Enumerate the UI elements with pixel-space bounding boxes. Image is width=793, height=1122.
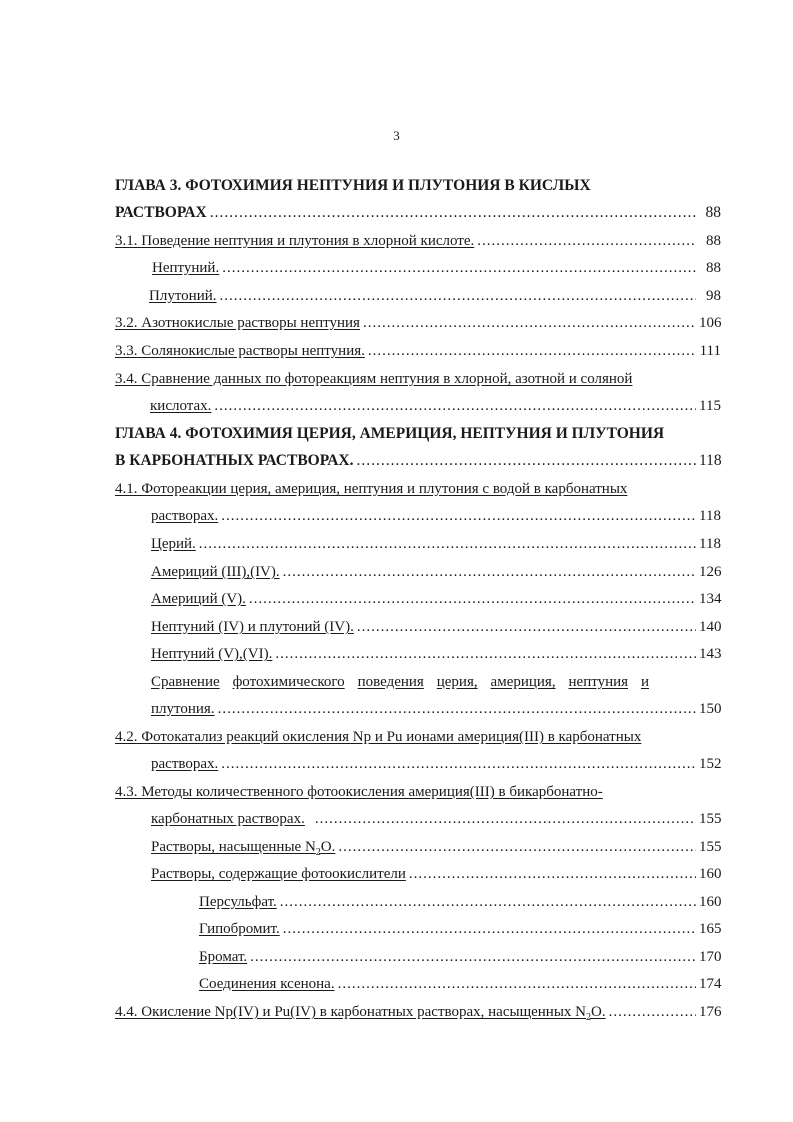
toc-page-number: 155 [699,811,722,827]
toc-section-3-4-line2[interactable] [0,394,793,418]
toc-section-4-2-link-cont[interactable]: растворах. [151,756,219,772]
toc-subsection-link[interactable]: Растворы, насыщенные $N_2O$. [151,839,336,858]
toc-subsection-link[interactable]: Нептуний (IV) и плутоний (IV). [151,619,354,635]
toc-page-number: 126 [699,564,722,580]
toc-section-4-1-link[interactable]: 4.1. Фотореакции церия, америция, нептуния и плутония с водой в карбонатных [115,481,628,497]
toc-chapter-4-title-line1: ГЛАВА 4. ФОТОХИМИЯ ЦЕРИЯ, АМЕРИЦИЯ, НЕПТУНИЯ И ПЛУТОНИЯ [115,425,665,442]
toc-subsection-link[interactable]: Растворы, содержащие фотоокислители [151,866,406,882]
toc-subsection-link[interactable]: Америций (III),(IV). [151,564,280,580]
page-number: 3 [393,128,400,143]
toc-section-3-1[interactable] [0,229,793,253]
toc-item-link[interactable]: Гипобромит. [199,921,280,937]
toc-page-number: 88 [705,204,721,221]
toc-page-number: 155 [699,839,722,855]
toc-page-number: 165 [699,921,722,937]
toc-page-number: 98 [706,288,721,304]
toc-page-number: 174 [699,976,722,992]
toc-section-4-2-line2[interactable] [0,752,793,776]
toc-chapter-4 [0,422,793,446]
toc-section-4-1[interactable] [0,477,793,501]
toc-subsection-comparison-line1[interactable]: Сравнение фотохимического поведения церия, америция, нептуния и [151,674,649,690]
toc-page-number: 150 [699,701,722,717]
toc-subsection-link[interactable]: Плутоний. [149,288,217,304]
toc-section-4-4-link[interactable]: 4.4. Окисление Np(IV) и Pu(IV) в карбонатных растворах, насыщенных $N_2O$. [115,1004,606,1023]
toc-section-4-3-link[interactable]: 4.3. Методы количественного фотоокисления америция(III) в бикарбонатно- [115,784,603,800]
toc-subsection-photooxidizers[interactable] [0,862,793,886]
toc-section-4-3-line2[interactable] [0,807,793,831]
toc-item-persulfate[interactable] [0,890,793,914]
toc-page-number: 88 [706,233,721,249]
toc-section-4-3[interactable] [0,780,793,804]
toc-page-number: 115 [699,398,721,414]
toc-page-number: 152 [699,756,722,772]
toc-section-3-1-link[interactable]: 3.1. Поведение нептуния и плутония в хлорной кислоте. [115,233,475,249]
toc-section-3-3-link[interactable]: 3.3. Солянокислые растворы нептуния. [115,343,365,359]
toc-page-number: 118 [699,508,721,524]
toc-subsection-link-cont[interactable]: плутония. [151,701,215,717]
toc-subsection-link[interactable]: Нептуний (V),(VI). [151,646,273,662]
toc-page-number: 170 [699,949,722,965]
toc-subsection-plutonium[interactable] [0,284,793,308]
toc-section-4-1-link-cont[interactable]: растворах. [151,508,219,524]
toc-subsection-cerium[interactable] [0,532,793,556]
toc-section-4-4[interactable] [0,1000,793,1024]
toc-chapter-3-title-line2: РАСТВОРАХ [115,204,207,221]
toc-item-link[interactable]: Персульфат. [199,894,277,910]
toc-subsection-americium-5[interactable] [0,587,793,611]
toc-subsection-neptunium-5-6[interactable] [0,642,793,666]
toc-page-number: 140 [699,619,722,635]
toc-page-number: 143 [699,646,722,662]
toc-item-bromate[interactable] [0,945,793,969]
toc-section-4-3-link-cont[interactable]: карбонатных растворах. [151,811,305,827]
toc-section-3-4-link-cont[interactable]: кислотах. [150,398,212,414]
toc-subsection-comparison-line2[interactable] [0,697,793,721]
toc-page-number: 88 [706,260,721,276]
toc-subsection-comparison[interactable] [0,670,793,694]
toc-item-xenon-compounds[interactable] [0,972,793,996]
toc-subsection-n2o-solutions[interactable] [0,835,793,859]
toc-subsection-americium-3-4[interactable] [0,560,793,584]
toc-chapter-3 [0,174,793,198]
toc-chapter-4-title-line2: В КАРБОНАТНЫХ РАСТВОРАХ. [115,452,354,469]
toc-page-number: 106 [699,315,722,331]
toc-chapter-4-line2 [0,449,793,473]
toc-section-3-4[interactable] [0,367,793,391]
toc-subsection-np-pu-4[interactable] [0,615,793,639]
toc-page-number: 111 [699,343,721,359]
toc-section-3-3[interactable] [0,339,793,363]
toc-page-number: 118 [699,536,721,552]
toc-section-3-2[interactable] [0,311,793,335]
toc-page-number: 160 [699,894,722,910]
toc-section-4-1-line2[interactable] [0,504,793,528]
toc-subsection-link[interactable]: Америций (V). [151,591,246,607]
toc-section-3-2-link[interactable]: 3.2. Азотнокислые растворы нептуния [115,315,360,331]
toc-item-hypobromite[interactable] [0,917,793,941]
toc-item-link[interactable]: Соединения ксенона. [199,976,335,992]
toc-page-number: 134 [699,591,722,607]
toc-item-link[interactable]: Бромат. [199,949,248,965]
toc-section-4-2[interactable] [0,725,793,749]
toc-subsection-neptunium[interactable] [0,256,793,280]
toc-subsection-link[interactable]: Нептуний. [152,260,220,276]
toc-page-number: 176 [699,1004,722,1020]
toc-chapter-3-title-line1: ГЛАВА 3. ФОТОХИМИЯ НЕПТУНИЯ И ПЛУТОНИЯ В КИСЛЫХ [115,177,591,194]
toc-section-4-2-link[interactable]: 4.2. Фотокатализ реакций окисления Np и Pu ионами америция(III) в карбонатных [115,729,642,745]
toc-subsection-link[interactable]: Церий. [151,536,196,552]
toc-page-number: 118 [699,452,722,469]
toc-chapter-3-line2 [0,201,793,225]
toc-page-number: 160 [699,866,722,882]
toc-section-3-4-link[interactable]: 3.4. Сравнение данных по фотореакциям нептуния в хлорной, азотной и соляной [115,371,633,387]
